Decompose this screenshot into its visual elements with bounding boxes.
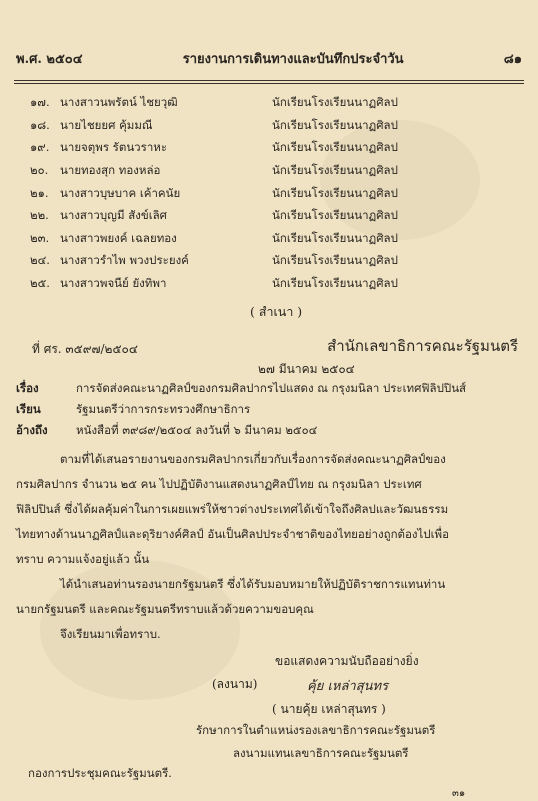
list-item bbox=[30, 160, 450, 183]
subject-label: เรื่อง bbox=[16, 380, 39, 395]
member-name: นางสาวนพรัตน์ ไชยวุฒิ bbox=[60, 95, 178, 110]
member-role: นักเรียนโรงเรียนนาฏศิลป bbox=[272, 185, 398, 200]
subject-text: การจัดส่งคณะนาฏศิลป์ของกรมศิลปากรไปแสดง ณ กรุงมนิลา ประเทศฟิลิปปินส์ bbox=[76, 380, 467, 395]
letter-body bbox=[16, 447, 522, 647]
item-number: ๒๔. bbox=[30, 253, 50, 268]
list-item bbox=[30, 205, 450, 228]
copy-note: ( สำเนา ) bbox=[250, 304, 303, 319]
list-item bbox=[30, 137, 450, 160]
member-role: นักเรียนโรงเรียนนาฏศิลป bbox=[272, 117, 398, 132]
member-name: นางสาวบุษบาค เค้าคนัย bbox=[60, 185, 181, 200]
page-number: ๓๑ bbox=[452, 788, 466, 799]
member-name: นางสาวพยงค์ เฉลยทอง bbox=[60, 230, 177, 245]
member-role: นักเรียนโรงเรียนนาฏศิลป bbox=[272, 208, 398, 223]
signer-position: รักษาการในตำแหน่งรองเลขาธิการคณะรัฐมนตรี bbox=[196, 723, 436, 737]
recipient-text: รัฐมนตรีว่าการกระทรวงศึกษาธิการ bbox=[76, 401, 251, 416]
signature-row bbox=[212, 675, 452, 696]
header-year: พ.ศ. ๒๕๐๔ bbox=[16, 52, 83, 67]
header-title: รายงานการเดินทางและบันทึกประจำวัน bbox=[182, 52, 404, 67]
body-line: ตามที่ได้เสนอรายงานของกรมศิลปากรเกี่ยวกับเรื่องการจัดส่งคณะนาฏศิลป์ของ bbox=[60, 451, 446, 466]
signature: คุ้ย เหล่าสุนทร bbox=[307, 679, 389, 694]
item-number: ๒๓. bbox=[30, 230, 50, 245]
body-line: ฟิลิปปินส์ ซึ่งได้ผลคุ้มค่าในการเผยแพร่ให้ชาวต่างประเทศได้เข้าใจถึงศิลปและวัฒนธรรม bbox=[16, 501, 449, 516]
member-role: นักเรียนโรงเรียนนาฏศิลป bbox=[272, 276, 398, 291]
body-line: กรมศิลปากร จำนวน ๒๕ คน ไปปฏิบัติงานแสดงนาฏศิลป์ไทย ณ กรุงมนิลา ประเทศ bbox=[16, 476, 422, 491]
body-line: ได้นำเสนอท่านรองนายกรัฐมนตรี ซึ่งได้รับมอบหมายให้ปฏิบัติราชการแทนท่าน bbox=[60, 576, 446, 591]
member-role: นักเรียนโรงเรียนนาฏศิลป bbox=[272, 95, 398, 110]
office-name: สำนักเลขาธิการคณะรัฐมนตรี bbox=[327, 337, 518, 355]
member-role: นักเรียนโรงเรียนนาฏศิลป bbox=[272, 253, 398, 268]
member-role: นักเรียนโรงเรียนนาฏศิลป bbox=[272, 163, 398, 178]
member-list bbox=[30, 92, 450, 295]
member-name: นายจตุพร รัตนวราหะ bbox=[60, 140, 168, 155]
header-rule bbox=[14, 80, 524, 84]
closing-line: ขอแสดงความนับถืออย่างยิ่ง bbox=[275, 654, 419, 668]
reference-row bbox=[16, 420, 526, 441]
item-number: ๑๗. bbox=[30, 95, 50, 110]
letter-meta bbox=[16, 378, 526, 441]
list-item bbox=[30, 250, 450, 273]
list-item bbox=[30, 228, 450, 251]
list-item bbox=[30, 92, 450, 115]
member-role: นักเรียนโรงเรียนนาฏศิลป bbox=[272, 140, 398, 155]
member-name: นางสาวบุญมี สังข์เลิศ bbox=[60, 208, 167, 223]
list-item bbox=[30, 182, 450, 205]
reference-number: ที่ ศร. ๓๕๙๗/๒๕๐๔ bbox=[32, 342, 138, 356]
recipient-label: เรียน bbox=[16, 401, 41, 416]
item-number: ๑๘. bbox=[30, 117, 50, 132]
signed-label: (ลงนาม) bbox=[212, 677, 258, 691]
printed-name: ( นายคุ้ย เหล่าสุนทร ) bbox=[272, 702, 386, 716]
header-page-number: ๘๑ bbox=[503, 52, 522, 67]
reference-label: อ้างถึง bbox=[16, 422, 48, 437]
item-number: ๒๒. bbox=[30, 208, 49, 223]
list-item bbox=[30, 273, 450, 296]
reference-text: หนังสือที่ ๓๙๘๙/๒๕๐๔ ลงวันที่ ๖ มีนาคม ๒๕๐๔ bbox=[76, 422, 318, 437]
list-item bbox=[30, 115, 450, 138]
member-role: นักเรียนโรงเรียนนาฏศิลป bbox=[272, 230, 398, 245]
signer-position-2: ลงนามแทนเลขาธิการคณะรัฐมนตรี bbox=[233, 746, 409, 760]
letter-date: ๒๗ มีนาคม ๒๕๐๔ bbox=[258, 362, 355, 376]
body-line: จึงเรียนมาเพื่อทราบ. bbox=[60, 626, 161, 641]
recipient-row bbox=[16, 399, 526, 420]
page-header bbox=[16, 48, 522, 69]
item-number: ๑๙. bbox=[30, 140, 50, 155]
body-line: ทราบ ความแจ้งอยู่แล้ว นั้น bbox=[16, 551, 150, 566]
member-name: นางสาวพจนีย์ ยังทิพา bbox=[60, 276, 167, 291]
body-line: ไทยทางด้านนาฏศิลป์และดุริยางค์ศิลป์ อันเป็นศิลปประจำชาติของไทยอย่างถูกต้องไปเพื่อ bbox=[16, 526, 450, 541]
body-line: นายกรัฐมนตรี และคณะรัฐมนตรีทราบแล้วด้วยความขอบคุณ bbox=[16, 601, 314, 616]
item-number: ๒๑. bbox=[30, 185, 49, 200]
copy-to: กองการประชุมคณะรัฐมนตรี. bbox=[28, 766, 172, 780]
member-name: นายทองสุก ทองหล่อ bbox=[60, 163, 161, 178]
item-number: ๒๕. bbox=[30, 276, 50, 291]
subject-row bbox=[16, 378, 526, 399]
member-name: นางสาวรำไพ พวงประยงค์ bbox=[60, 253, 189, 268]
item-number: ๒๐. bbox=[30, 163, 49, 178]
member-name: นายไชยยศ คุ้มมณี bbox=[60, 117, 153, 132]
